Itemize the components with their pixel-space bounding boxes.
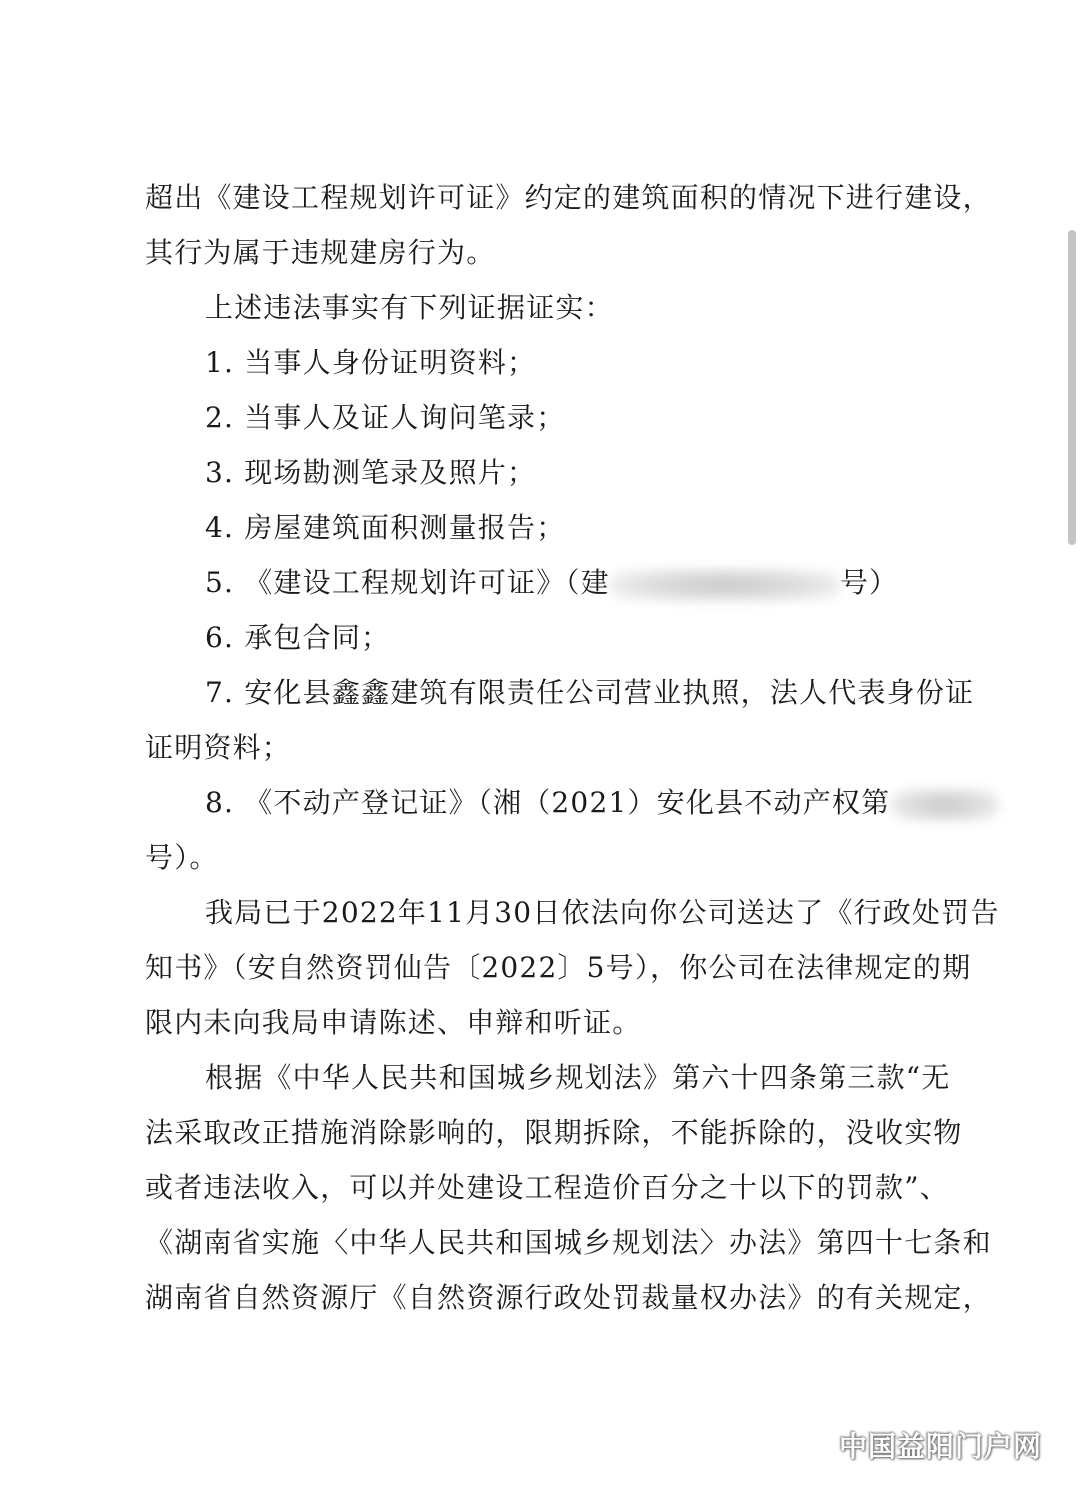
paragraph-line: 其行为属于违规建房行为。 (145, 236, 496, 269)
site-watermark: 中国益阳门户网 (838, 1430, 1042, 1463)
paragraph-line: 限内未向我局申请陈述、申辩和听证。 (145, 1006, 642, 1039)
evidence-item-text: 号） (839, 566, 899, 599)
paragraph-line: 根据《中华人民共和国城乡规划法》第六十四条第三款“无 (205, 1061, 951, 1094)
evidence-item: 号）。 (145, 841, 219, 874)
paragraph-line: 《湖南省实施〈中华人民共和国城乡规划法〉办法》第四十七条和 (145, 1226, 992, 1259)
paragraph-line: 超出《建设工程规划许可证》约定的建筑面积的情况下进行建设， (145, 181, 992, 214)
evidence-intro: 上述违法事实有下列证据证实： (205, 291, 614, 324)
evidence-item-text: 5. 《建设工程规划许可证》（建 (205, 566, 610, 599)
redaction-blur (610, 568, 840, 602)
evidence-item: 4. 房屋建筑面积测量报告； (205, 511, 566, 544)
evidence-item: 1. 当事人身份证明资料； (205, 346, 537, 379)
evidence-item (205, 785, 1000, 822)
evidence-item-text: 8. 《不动产登记证》（湘（2021）安化县不动产权第 (205, 786, 891, 819)
evidence-item: 3. 现场勘测笔录及照片； (205, 456, 537, 489)
evidence-item: 7. 安化县鑫鑫建筑有限责任公司营业执照，法人代表身份证 (205, 676, 975, 709)
paragraph-line: 我局已于2022年11月30日依法向你公司送达了《行政处罚告 (205, 896, 1000, 929)
paragraph-line: 法采取改正措施消除影响的，限期拆除，不能拆除的，没收实物 (145, 1116, 963, 1149)
scrollbar-thumb[interactable] (1068, 230, 1076, 545)
paragraph-line: 湖南省自然资源厅《自然资源行政处罚裁量权办法》的有关规定， (145, 1281, 992, 1314)
evidence-item: 6. 承包合同； (205, 621, 391, 654)
paragraph-line: 知书》（安自然资罚仙告〔2022〕5号），你公司在法律规定的期 (145, 951, 972, 984)
evidence-item: 2. 当事人及证人询问笔录； (205, 401, 566, 434)
evidence-item (205, 565, 898, 602)
paragraph-line: 或者违法收入，可以并处建设工程造价百分之十以下的罚款”、 (145, 1171, 949, 1204)
evidence-item: 证明资料； (145, 731, 292, 764)
redaction-blur (890, 788, 1000, 822)
